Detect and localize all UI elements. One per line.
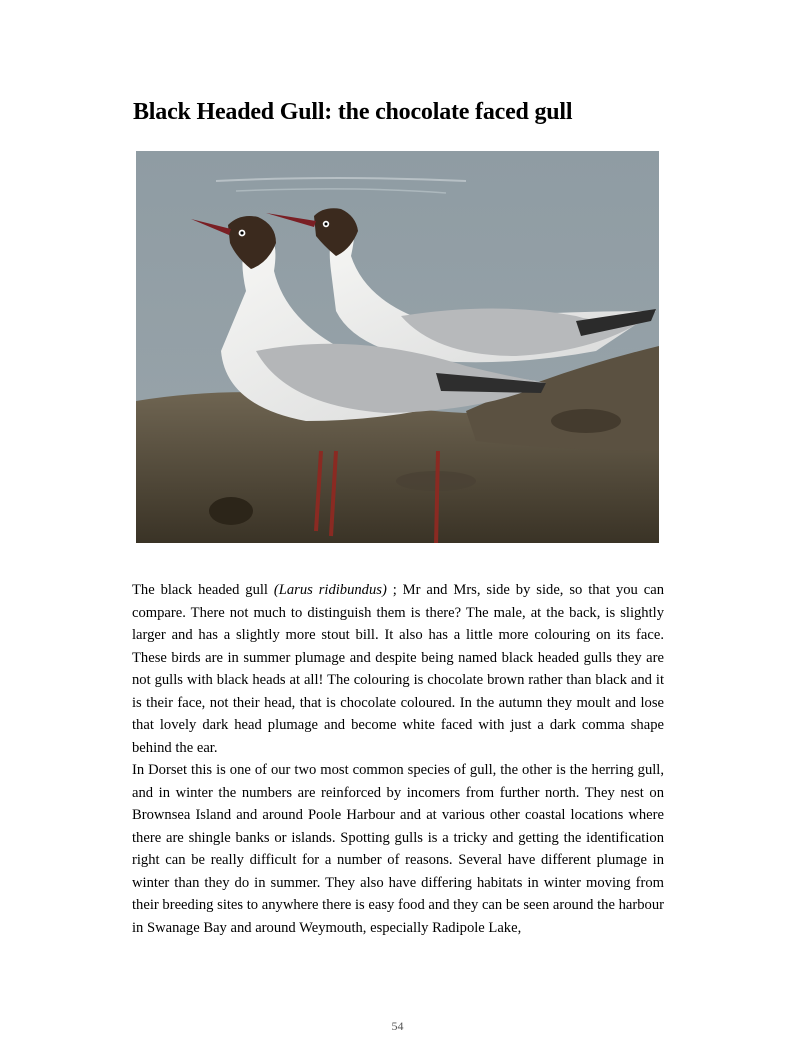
page-number: 54 (391, 1019, 404, 1033)
species-latin-name: (Larus ridibundus) (273, 582, 387, 598)
paragraph-1-text: ; Mr and Mrs, side by side, so that you can compare. There not much to distinguish them is there? The male, at the back, is slightly larger and has a slightly more stout bill. It also has a little more colouring on its face. These birds are in summer plumage and despite being named black headed gulls they are not gulls with black heads at all! The colouring is chocolate brown rather than black and it is their face, not their head, that is chocolate coloured. In the autumn they moult and lose that lovely dark head plumage and become white faced with just a dark comma shape behind the ear. (132, 582, 665, 756)
article-body (132, 579, 664, 939)
page-title: Black Headed Gull: the chocolate faced gull (133, 99, 573, 125)
gull-photo (136, 151, 659, 543)
paragraph-1 (132, 579, 664, 759)
paragraph-2: In Dorset this is one of our two most common species of gull, the other is the herring gull, and in winter the numbers are reinforced by incomers from further north. They nest on Brownsea Island and around Poole Harbour and at various other coastal locations where there are shingle banks or islands. Spotting gulls is a tricky and getting the identification right can be really difficult for a number of reasons. Several have different plumage in winter than they do in summer. They also have differing habitats in winter moving from their breeding sites to anywhere there is easy food and they can be seen around the harbour in Swanage Bay and around Weymouth, especially Radipole Lake, (132, 762, 664, 936)
paragraph-1-intro: The black headed gull (132, 582, 274, 598)
